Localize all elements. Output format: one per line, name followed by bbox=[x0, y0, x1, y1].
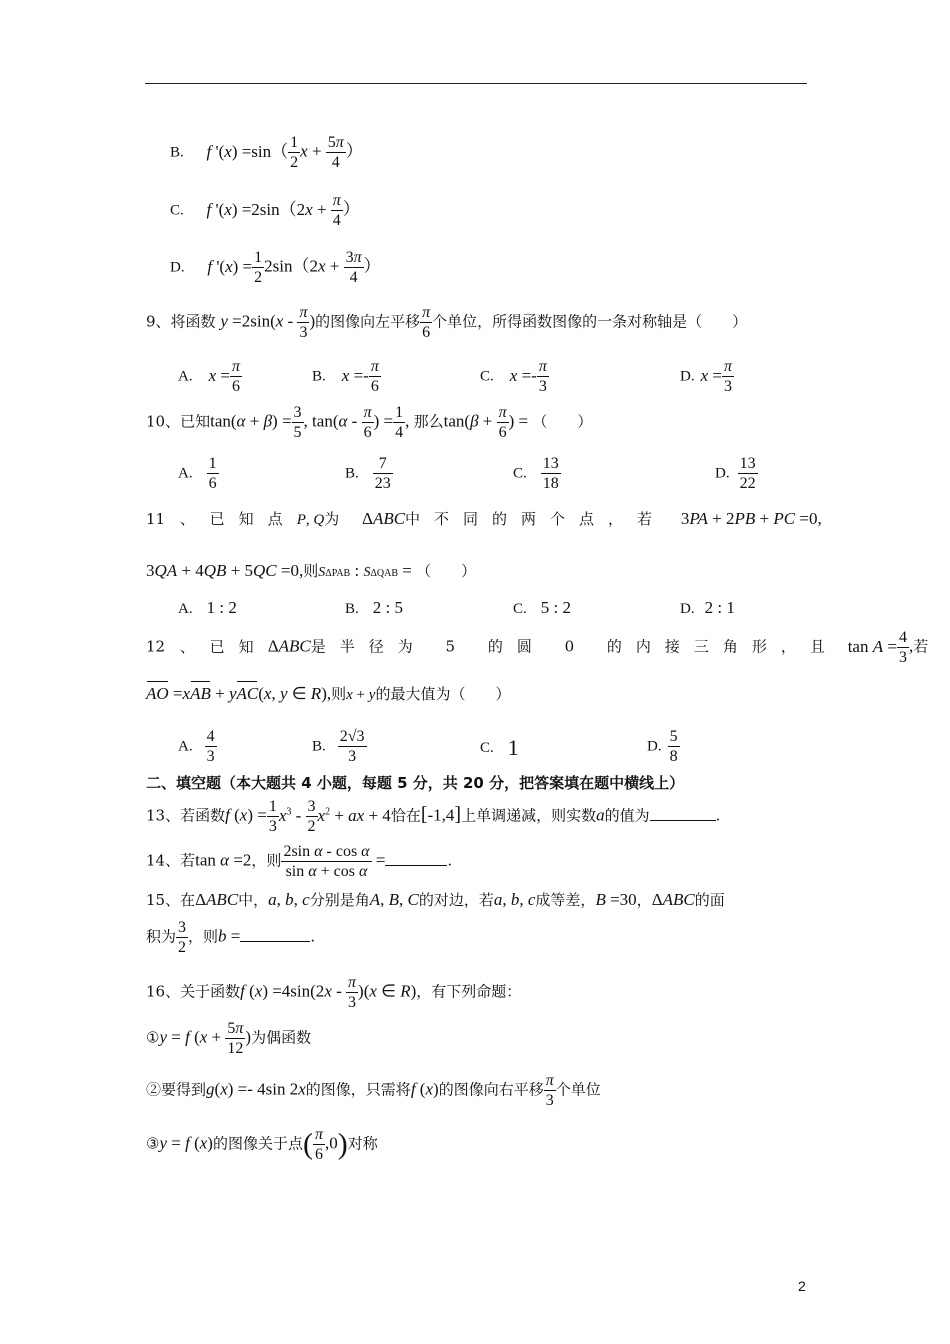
question-12-line-2: AO =xAB + yAC(x, y ∈ R),则x + y的最大值为（ ） bbox=[146, 684, 511, 703]
q16-statement-3: ③y = f (x)的图像关于点( $\frac{\pi}{6}$ ,0)对称 bbox=[146, 1126, 378, 1164]
q12-option-c: C. 1 bbox=[480, 735, 519, 760]
page-number: 2 bbox=[798, 1278, 806, 1294]
q12-option-a: A. $\frac{4}{3}$ bbox=[178, 728, 215, 766]
question-16: 16、关于函数f (x) =4sin(2x - $\frac{\pi}{3}$ )(x ∈ R)，有下列命题： bbox=[146, 974, 522, 1012]
question-12-line-1: 12 、 已知ΔABC是半径为 5 的圆 0 的内接三角形，且 tan A = $\frac{4}{3}$ ,若 bbox=[146, 629, 929, 667]
q14-answer-blank[interactable] bbox=[385, 851, 447, 866]
header-rule bbox=[145, 83, 807, 84]
q12-option-b: B. $\frac{2√3}{3}$ bbox=[312, 728, 365, 766]
question-11-line-1: 11 、 已知点P, Q为 ΔABC中不同的两个点，若 3PA + 2PB + PC =0, bbox=[146, 509, 822, 528]
q11-option-b: B. 2 : 5 bbox=[345, 598, 403, 617]
question-14: 14、若tan α =2，则 $\frac{\text{2sin α - cos α}}{\text{sin α + cos α}}$ = . bbox=[146, 843, 453, 881]
q13-answer-blank[interactable] bbox=[650, 806, 716, 821]
q16-statement-1: ①y = f (x + $\frac{5\pi}{12}$ )为偶函数 bbox=[146, 1020, 312, 1058]
q12-option-d: D. $\frac{5}{8}$ bbox=[647, 728, 678, 766]
q8-option-c: C. f '(x) =2sin（2x + $\frac{\pi}{4}$ ） bbox=[170, 192, 360, 230]
q10-option-c: C. $\frac{13}{18}$ bbox=[513, 455, 559, 493]
q10-option-a: A. $\frac{1}{6}$ bbox=[178, 455, 217, 493]
question-15-line-2: 积为 $\frac{3}{2}$ ，则b = . bbox=[146, 919, 316, 957]
section-heading-fill-in: 二、填空题（本大题共 4 小题，每题 5 分，共 20 分，把答案填在题中横线上） bbox=[146, 774, 685, 792]
question-11-line-2: 3QA + 4QB + 5QC =0,则SΔPAB : SΔQAB = （ ） bbox=[146, 561, 477, 580]
q9-option-d: D. x = $\frac{\pi}{3}$ bbox=[680, 358, 732, 396]
question-15-line-1: 15、在ΔABC中，a, b, c分别是角A, B, C的对边，若a, b, c成等差，B =30，ΔABC的面 bbox=[146, 890, 725, 909]
question-9: 9、将函数 y =2sin(x - $\frac{\pi}{3}$ )的图像向左平移 $\frac{\pi}{6}$ 个单位，所得函数图像的一条对称轴是（ ） bbox=[146, 304, 748, 342]
q11-option-a: A. 1 : 2 bbox=[178, 598, 237, 617]
q11-option-d: D. 2 : 1 bbox=[680, 598, 735, 617]
q15-answer-blank[interactable] bbox=[240, 927, 310, 942]
q8-option-b: B. f '(x) =sin（ $\frac{1}{2}$ x + $\frac{5\pi}{4}$ ） bbox=[170, 134, 363, 172]
q9-option-a: A. x = $\frac{\pi}{6}$ bbox=[178, 358, 240, 396]
q10-option-b: B. $\frac{7}{23}$ bbox=[345, 455, 391, 493]
q9-option-b: B. x =- $\frac{\pi}{6}$ bbox=[312, 358, 379, 396]
q16-statement-2: ②要得到g(x) =- 4sin 2x的图像，只需将f (x)的图像向右平移 $\frac{\pi}{3}$ 个单位 bbox=[146, 1072, 601, 1110]
question-13: 13、若函数f (x) = $\frac{1}{3}$ $x^3$ - $\frac{3}{2}$ $x^2$ + ax + 4恰在[-1,4]上单调递减，则实数a的值为 . bbox=[146, 798, 721, 836]
q11-option-c: C. 5 : 2 bbox=[513, 598, 571, 617]
question-10: 10、已知tan(α + β) = $\frac{3}{5}$ , tan(α - $\frac{\pi}{6}$ ) = $\frac{1}{4}$ , 那么tan(β + $\frac{\pi}{6}$ ) = （ ） bbox=[146, 404, 593, 442]
q8-option-d: D. f '(x) = $\frac{1}{2}$ 2sin（2x + $\frac{3\pi}{4}$ ） bbox=[170, 249, 381, 287]
q9-option-c: C. x =- $\frac{\pi}{3}$ bbox=[480, 358, 547, 396]
q10-option-d: D. $\frac{13}{22}$ bbox=[715, 455, 756, 493]
